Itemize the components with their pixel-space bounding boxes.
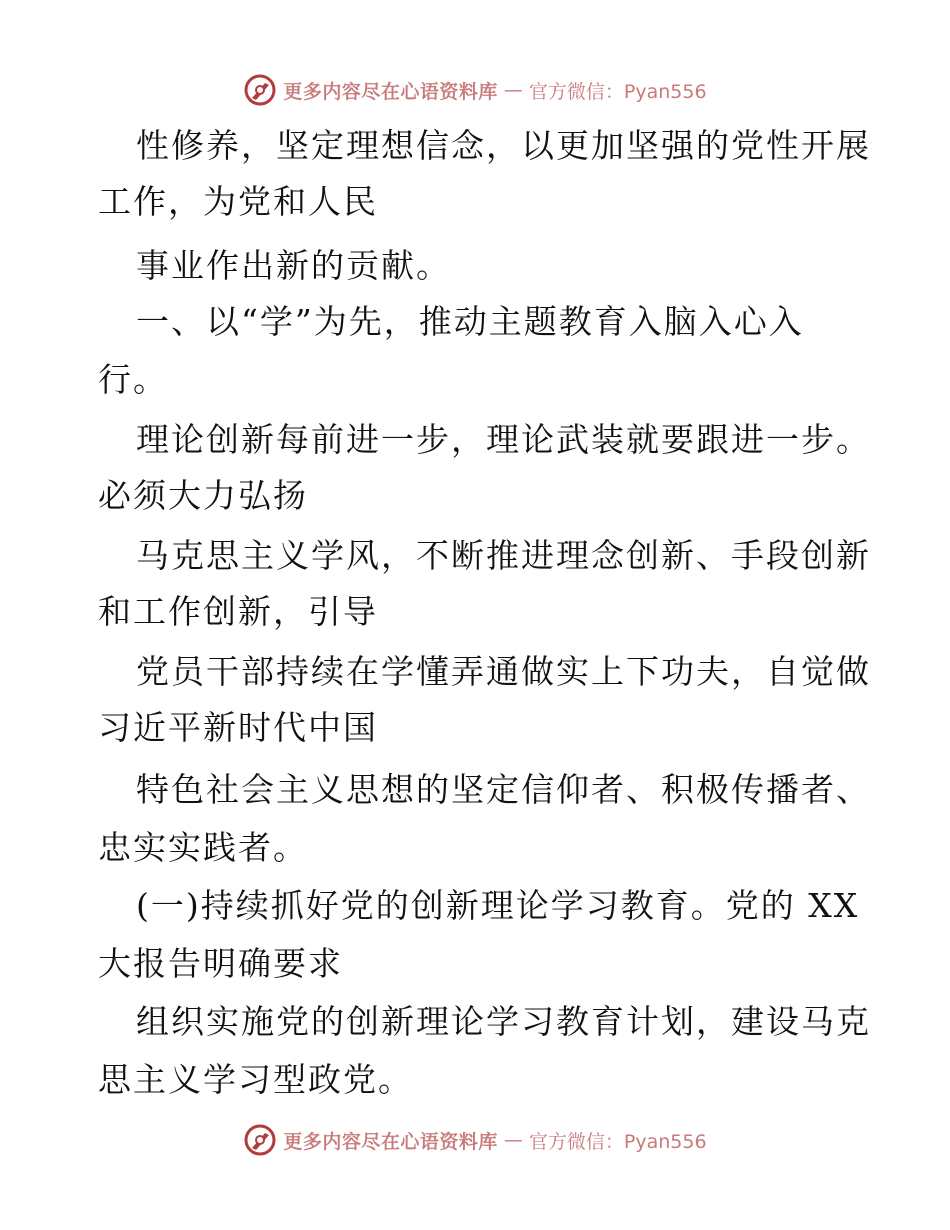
body-line-17: 思主义学习型政党。 xyxy=(98,1060,413,1099)
body-line-6: 理论创新每前进一步，理论武装就要跟进一步。 xyxy=(136,420,871,459)
body-line-9: 和工作创新，引导 xyxy=(98,592,378,631)
watermark-contact: 官方微信：Pyan556 xyxy=(528,80,707,103)
footer-watermark xyxy=(0,1120,950,1160)
body-line-2: 工作，为党和人民 xyxy=(98,182,378,221)
watermark-separator: — xyxy=(503,79,523,101)
body-line-16: 组织实施党的创新理论学习教育计划，建设马克 xyxy=(136,1002,871,1041)
body-line-7: 必须大力弘扬 xyxy=(98,476,308,515)
body-line-11: 习近平新时代中国 xyxy=(98,708,378,747)
quill-logo-icon xyxy=(243,73,277,107)
subsection-heading-1: (一)持续抓好党的创新理论学习教育。党的 XX xyxy=(136,886,860,925)
watermark-brand: 更多内容尽在心语资料库 xyxy=(283,80,498,103)
quill-logo-icon xyxy=(243,1123,277,1157)
body-line-8: 马克思主义学风，不断推进理念创新、手段创新 xyxy=(136,536,871,575)
watermark-contact: 官方微信：Pyan556 xyxy=(528,1130,707,1153)
watermark-brand: 更多内容尽在心语资料库 xyxy=(283,1130,498,1153)
body-line-1: 性修养，坚定理想信念，以更加坚强的党性开展 xyxy=(136,126,871,165)
section-heading-1: 一、以“学”为先，推动主题教育入脑入心入 xyxy=(136,302,804,341)
watermark-separator: — xyxy=(503,1129,523,1151)
body-line-5: 行。 xyxy=(98,360,168,399)
body-line-12: 特色社会主义思想的坚定信仰者、积极传播者、 xyxy=(136,770,871,809)
body-line-10: 党员干部持续在学懂弄通做实上下功夫，自觉做 xyxy=(136,652,871,691)
header-watermark xyxy=(0,70,950,110)
body-line-13: 忠实实践者。 xyxy=(98,828,308,867)
body-line-15: 大报告明确要求 xyxy=(98,944,343,983)
body-line-3: 事业作出新的贡献。 xyxy=(136,246,451,285)
